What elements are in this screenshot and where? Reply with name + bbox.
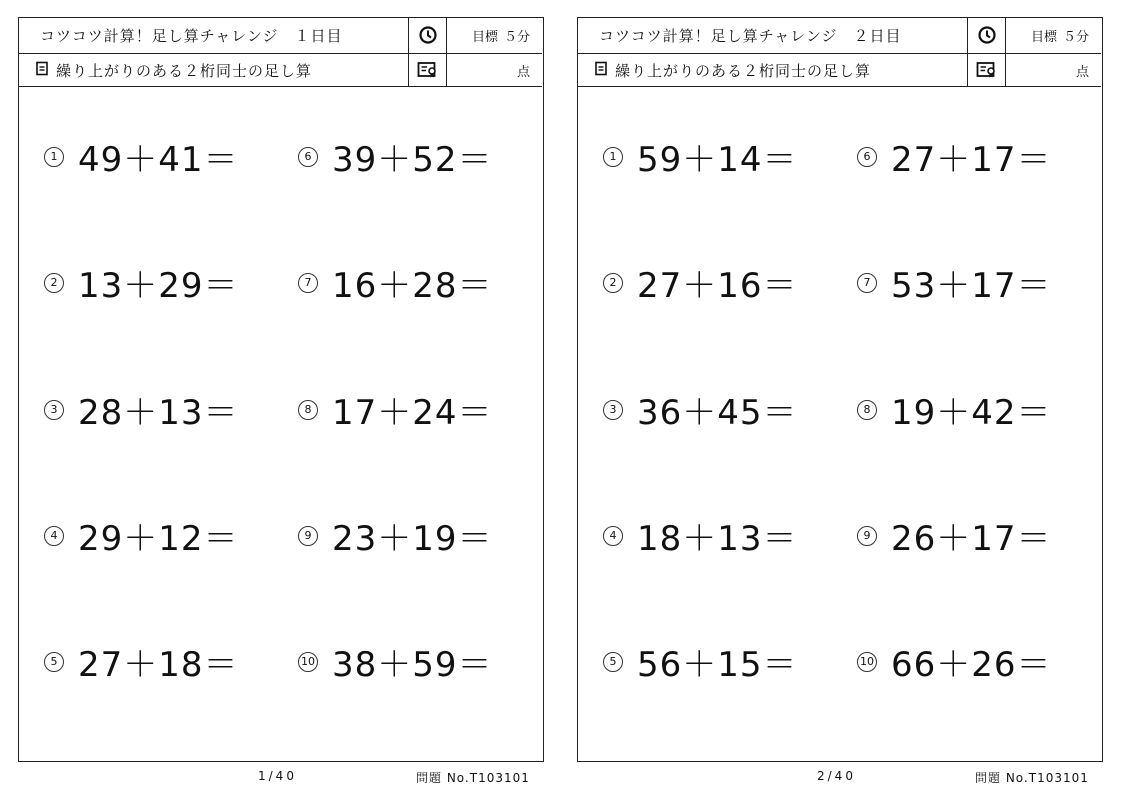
problem-expression: 28＋13＝ xyxy=(78,393,239,433)
problem-expression: 23＋19＝ xyxy=(332,519,493,559)
goal-time xyxy=(446,17,542,53)
goal-label: 目標 xyxy=(471,29,498,45)
problem-id: 問題 No.T103101 xyxy=(975,771,1089,785)
problem-number: 9 xyxy=(298,526,318,546)
problem-9 xyxy=(857,511,1052,560)
problem-number: 1 xyxy=(44,147,64,167)
problem-number: 1 xyxy=(603,147,623,167)
worksheet-day-2 xyxy=(577,17,1103,785)
goal-time xyxy=(1005,17,1101,53)
clock-icon xyxy=(967,17,1006,53)
page-number: 1/40 xyxy=(258,769,297,783)
problem-expression: 13＋29＝ xyxy=(78,266,239,306)
problem-number: 6 xyxy=(298,147,318,167)
problem-expression: 27＋17＝ xyxy=(891,140,1052,180)
score-certificate-icon xyxy=(408,54,447,86)
score-field[interactable] xyxy=(446,54,542,86)
problem-7 xyxy=(857,258,1052,307)
problem-number: 8 xyxy=(857,400,877,420)
problem-expression: 29＋12＝ xyxy=(78,519,239,559)
worksheet-title: コツコツ計算！足し算チャレンジ ２日目 xyxy=(599,26,902,45)
problem-expression: 39＋52＝ xyxy=(332,140,493,180)
problem-expression: 19＋42＝ xyxy=(891,393,1052,433)
problem-number: 5 xyxy=(44,652,64,672)
problem-5 xyxy=(603,637,798,686)
problem-3 xyxy=(44,385,239,434)
problem-number: 2 xyxy=(44,273,64,293)
problem-number: 4 xyxy=(603,526,623,546)
header-row-title xyxy=(577,17,1101,54)
problem-8 xyxy=(298,385,493,434)
problem-id: 問題 No.T103101 xyxy=(416,771,530,785)
goal-value: ５分 xyxy=(503,29,530,45)
problem-number: 5 xyxy=(603,652,623,672)
header-row-title xyxy=(18,17,542,54)
problem-expression: 16＋28＝ xyxy=(332,266,493,306)
problem-6 xyxy=(857,132,1052,181)
problem-number: 2 xyxy=(603,273,623,293)
problem-expression: 36＋45＝ xyxy=(637,393,798,433)
problem-number: 4 xyxy=(44,526,64,546)
problem-2 xyxy=(603,258,798,307)
header-row-subtitle xyxy=(18,54,542,87)
clock-icon xyxy=(408,17,447,53)
problem-expression: 18＋13＝ xyxy=(637,519,798,559)
problem-expression: 56＋15＝ xyxy=(637,645,798,685)
problem-number: 8 xyxy=(298,400,318,420)
worksheet-subtitle: 繰り上がりのある２桁同士の足し算 xyxy=(56,61,313,80)
problem-10 xyxy=(857,637,1052,686)
goal-label: 目標 xyxy=(1030,29,1057,45)
header-row-subtitle xyxy=(577,54,1101,87)
problem-9 xyxy=(298,511,493,560)
problem-expression: 27＋16＝ xyxy=(637,266,798,306)
problem-number: 7 xyxy=(298,273,318,293)
worksheet-subtitle: 繰り上がりのある２桁同士の足し算 xyxy=(615,61,872,80)
problem-number: 6 xyxy=(857,147,877,167)
score-unit: 点 xyxy=(1075,64,1089,80)
problem-8 xyxy=(857,385,1052,434)
problem-4 xyxy=(44,511,239,560)
score-field[interactable] xyxy=(1005,54,1101,86)
problem-1 xyxy=(603,132,798,181)
score-certificate-icon xyxy=(967,54,1006,86)
worksheet-title: コツコツ計算！足し算チャレンジ １日目 xyxy=(40,26,343,45)
worksheet-day-1 xyxy=(18,17,544,785)
problem-expression: 49＋41＝ xyxy=(78,140,239,180)
problem-expression: 38＋59＝ xyxy=(332,645,493,685)
problem-expression: 59＋14＝ xyxy=(637,140,798,180)
page-number: 2/40 xyxy=(817,769,856,783)
problem-number: 7 xyxy=(857,273,877,293)
problem-5 xyxy=(44,637,239,686)
problem-7 xyxy=(298,258,493,307)
goal-value: ５分 xyxy=(1062,29,1089,45)
problem-expression: 26＋17＝ xyxy=(891,519,1052,559)
problem-2 xyxy=(44,258,239,307)
score-unit: 点 xyxy=(516,64,530,80)
problem-3 xyxy=(603,385,798,434)
problem-10 xyxy=(298,637,493,686)
problem-1 xyxy=(44,132,239,181)
problem-4 xyxy=(603,511,798,560)
problem-number: 3 xyxy=(603,400,623,420)
problem-number: 3 xyxy=(44,400,64,420)
problem-6 xyxy=(298,132,493,181)
problem-expression: 53＋17＝ xyxy=(891,266,1052,306)
problem-number: 10 xyxy=(298,652,318,672)
problem-expression: 27＋18＝ xyxy=(78,645,239,685)
problem-expression: 66＋26＝ xyxy=(891,645,1052,685)
problem-number: 10 xyxy=(857,652,877,672)
problem-expression: 17＋24＝ xyxy=(332,393,493,433)
problem-number: 9 xyxy=(857,526,877,546)
